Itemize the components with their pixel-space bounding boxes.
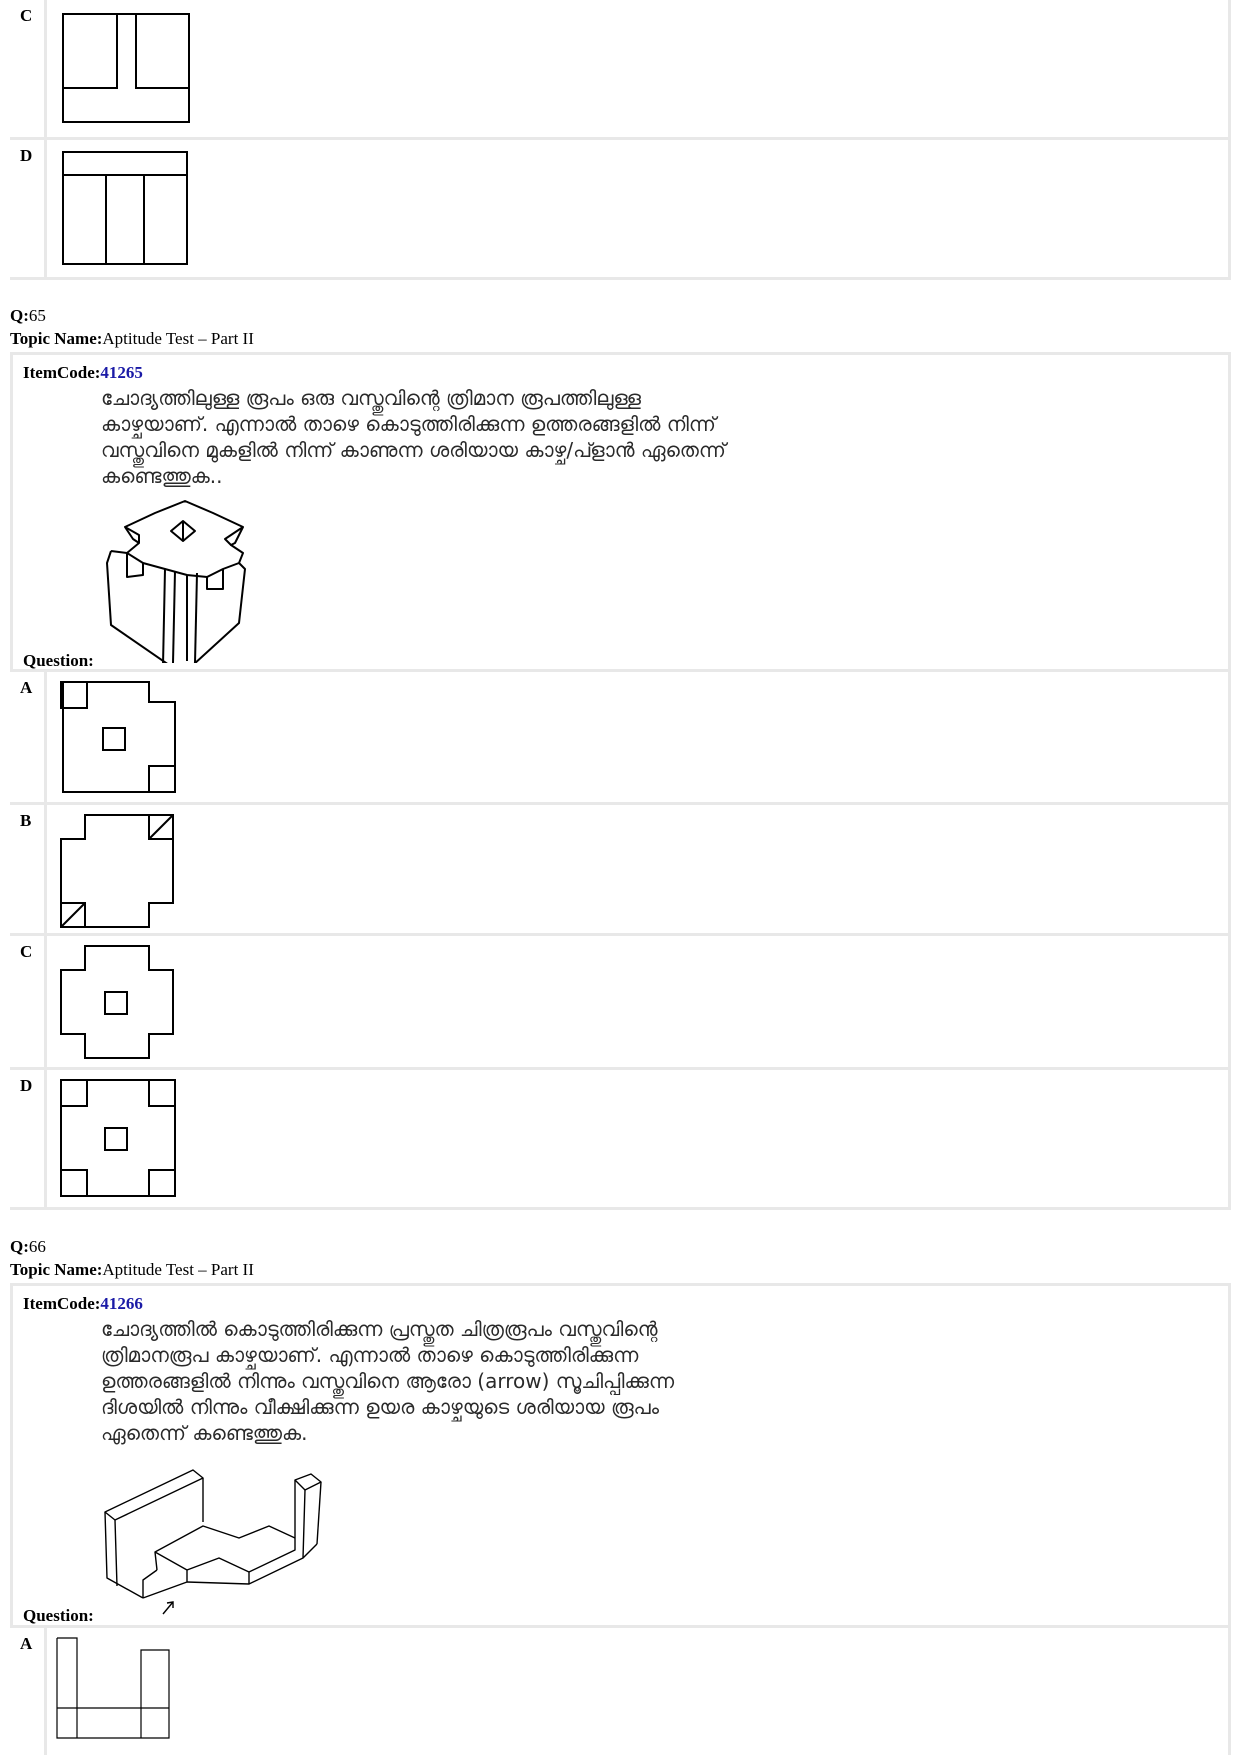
question-3d-figure [99,1466,349,1616]
question-label: Question: [23,1606,94,1625]
option-d-figure [59,1078,189,1203]
question-box [10,352,1231,672]
item-code: ItemCode:41265 [23,363,143,382]
question-text-line: കാഴ്ചയാണ്. എന്നാൽ താഴെ കൊടുത്തിരിക്കുന്ന ഉത്തരങ്ങളിൽ നിന്ന് [101,412,716,436]
question-3d-figure [103,493,263,663]
question-text-line: ഉത്തരങ്ങളിൽ നിന്നും വസ്തുവിനെ ആരോ (arrow) സൂചിപ്പിക്കുന്ന [101,1369,675,1393]
question-text-line: ചോദ്യത്തിലുള്ള രൂപം ഒരു വസ്തുവിന്റെ ത്രിമാന രൂപത്തിലുള്ള [101,386,642,410]
options-table [10,672,1231,1210]
topic-name: Topic Name:Aptitude Test – Part II [10,1260,254,1279]
prev-options-table [10,0,1231,280]
question-text-line: ത്രിമാനരൂപ കാഴ്ചയാണ്. എന്നാൽ താഴെ കൊടുത്തിരിക്കുന്ന [101,1343,639,1367]
option-row-a[interactable] [10,672,1231,802]
question-number: Q:66 [10,1237,46,1256]
option-d-figure [61,150,201,270]
option-label: D [20,146,33,165]
option-label: B [20,811,32,830]
item-code: ItemCode:41266 [23,1294,143,1313]
options-table [10,1628,1231,1755]
option-label: C [20,6,33,25]
option-row-d[interactable] [10,1070,1231,1207]
option-label: A [20,1634,33,1653]
option-row-a[interactable] [10,1628,1231,1755]
option-label: D [20,1076,33,1095]
option-a-figure [59,680,189,802]
option-b-figure [59,813,189,933]
option-c-figure [61,10,201,130]
question-number: Q:65 [10,306,46,325]
option-row-c[interactable] [10,0,1231,137]
question-text-line: കണ്ടെത്തുക.. [101,464,223,488]
option-label: C [20,942,33,961]
question-text-line: ചോദ്യത്തിൽ കൊടുത്തിരിക്കുന്ന പ്രസ്തുത ചിത്രരൂപം വസ്തുവിന്റെ [101,1317,658,1341]
question-text-line: ഏതെന്ന് കണ്ടെത്തുക. [101,1421,308,1445]
option-c-figure [59,944,189,1064]
topic-name: Topic Name:Aptitude Test – Part II [10,329,254,348]
option-a-figure [55,1636,185,1746]
option-row-d[interactable] [10,140,1231,277]
option-row-b[interactable] [10,805,1231,933]
question-text-line: വസ്തുവിനെ മുകളിൽ നിന്ന് കാണുന്ന ശരിയായ കാഴ്ച/പ്ളാൻ ഏതെന്ന് [101,438,726,462]
question-text-line: ദിശയിൽ നിന്നും വീക്ഷിക്കുന്ന ഉയര കാഴ്ചയുടെ ശരിയായ രൂപം [101,1395,660,1419]
option-row-c[interactable] [10,936,1231,1067]
question-box [10,1283,1231,1628]
option-label: A [20,678,33,697]
question-label: Question: [23,651,94,670]
